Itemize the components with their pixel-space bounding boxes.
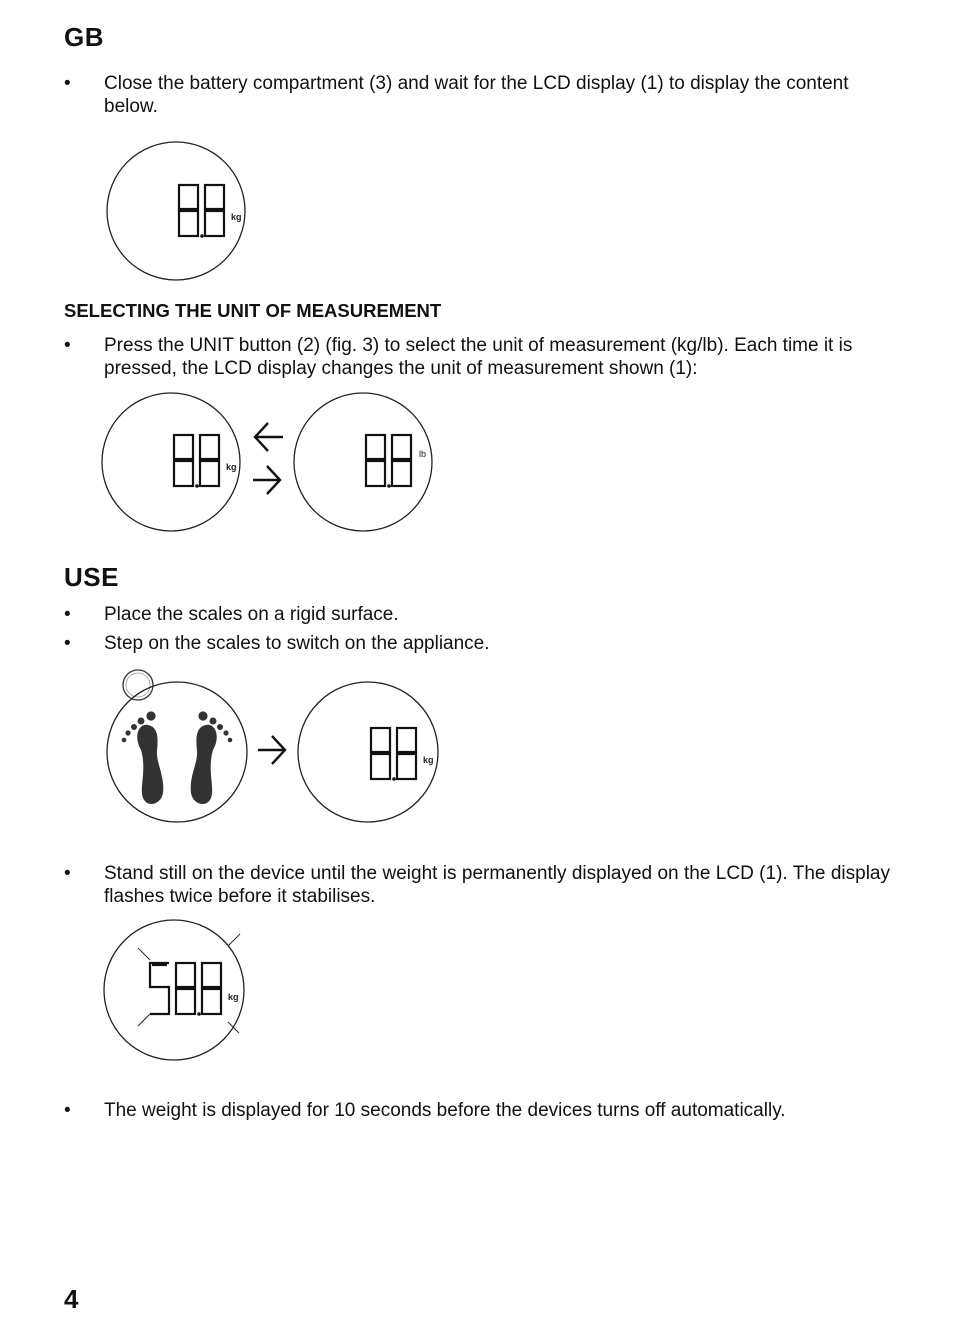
- section-heading-unit: SELECTING THE UNIT OF MEASUREMENT: [64, 300, 442, 321]
- step-on-figure: [103, 668, 448, 828]
- bullet-marker: •: [64, 863, 71, 884]
- stand-still-text: Stand still on the device until the weight is permanently displayed on the LCD (1). The display flashes twice before it stabilises.: [104, 863, 890, 907]
- bullet-marker: •: [64, 633, 71, 654]
- auto-off-text: The weight is displayed for 10 seconds before the devices turns off automatically.: [104, 1100, 786, 1121]
- unit-toggle-figure: [100, 390, 440, 535]
- unit-label: kg: [228, 992, 239, 1002]
- use-bullet-2: Step on the scales to switch on the appliance.: [104, 633, 490, 654]
- unit-label: kg: [231, 212, 242, 222]
- unit-instructions-text: Press the UNIT button (2) (fig. 3) to select the unit of measurement (kg/lb). Each time it is pressed, the LCD display changes the unit of measurement shown (1):: [104, 335, 853, 379]
- bullet-marker: •: [64, 73, 71, 94]
- lcd-display-figure: [105, 140, 250, 285]
- section-heading-use: USE: [64, 562, 119, 592]
- intro-text: Close the battery compartment (3) and wait for the LCD display (1) to display the content below.: [104, 73, 849, 117]
- footprints-icon: [122, 711, 233, 804]
- unit-label-kg: kg: [226, 462, 237, 472]
- page-number: 4: [64, 1284, 79, 1314]
- bullet-marker: •: [64, 335, 71, 356]
- bullet-marker: •: [64, 1100, 71, 1121]
- arrow-right-icon: [258, 736, 285, 764]
- bullet-marker: •: [64, 604, 71, 625]
- weight-display-figure: [102, 918, 250, 1066]
- unit-label: kg: [423, 755, 434, 765]
- use-bullet-1: Place the scales on a rigid surface.: [104, 604, 399, 625]
- arrow-right-icon: [253, 466, 280, 494]
- arrow-left-icon: [255, 423, 283, 451]
- language-code: GB: [64, 22, 104, 52]
- unit-label-lb: lb: [419, 449, 427, 459]
